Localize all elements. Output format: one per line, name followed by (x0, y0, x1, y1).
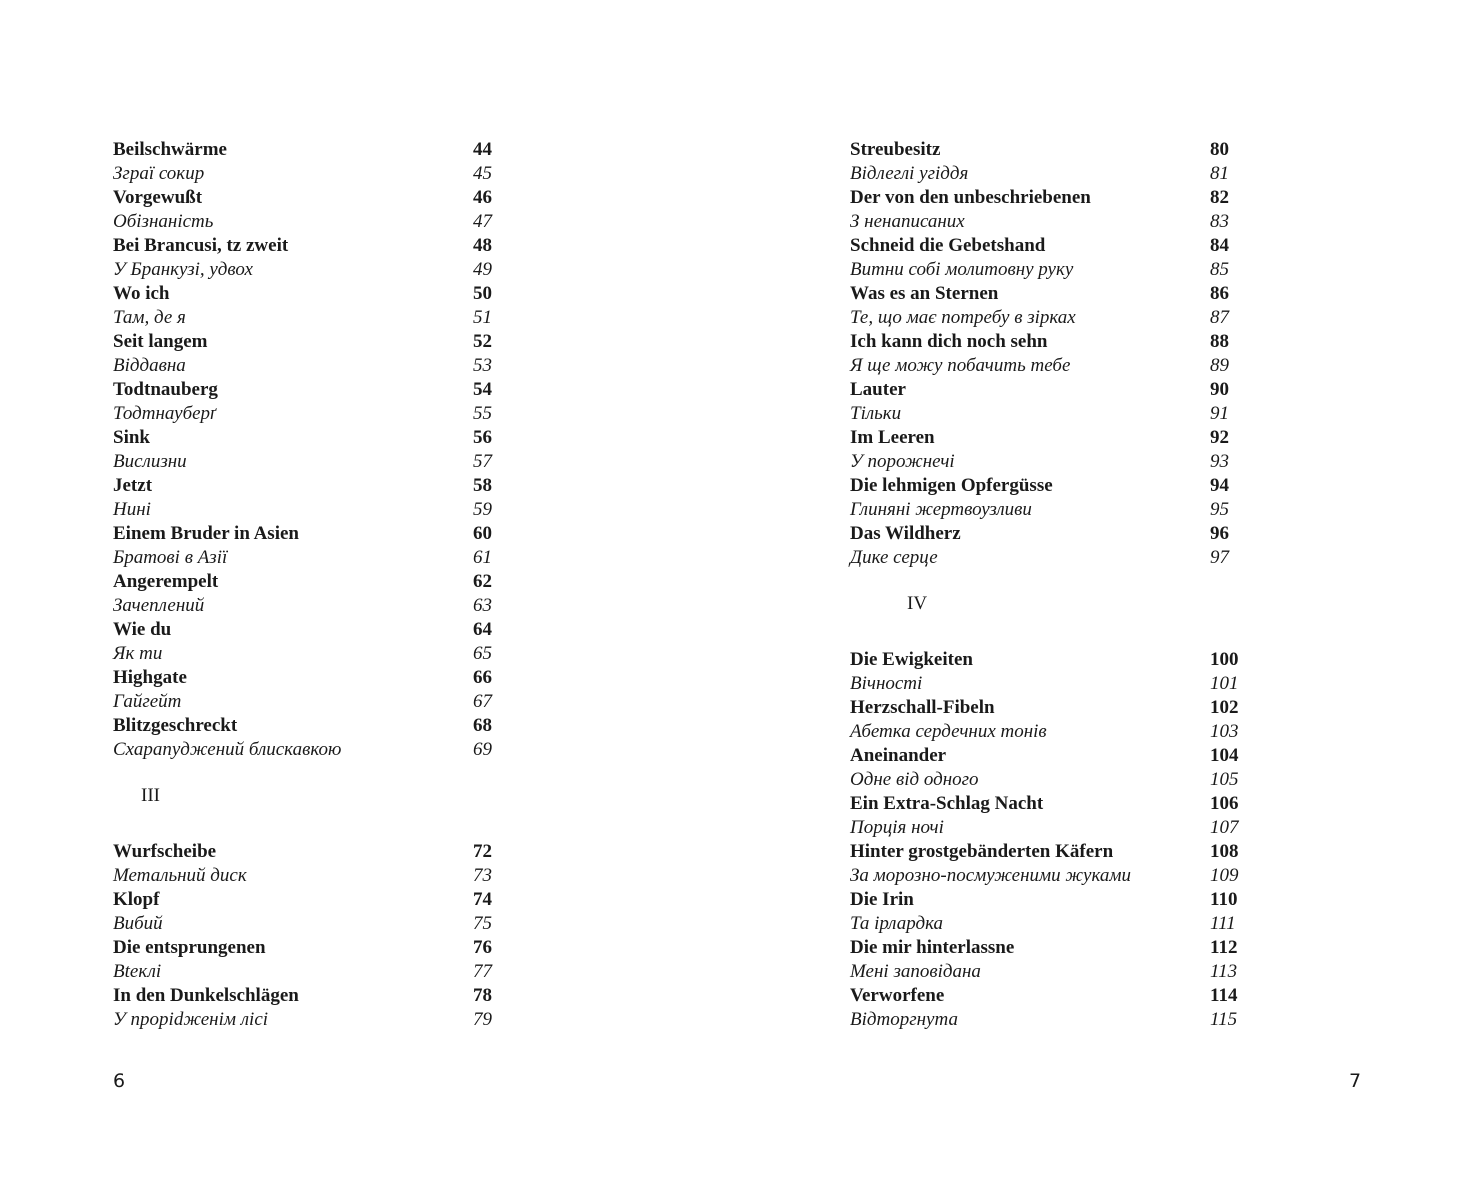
toc-entry-page: 48 (473, 235, 492, 256)
toc-entry-page: 88 (1210, 331, 1229, 352)
toc-entry-page: 67 (473, 691, 492, 712)
toc-entry-title: Зграї сокир (113, 163, 205, 184)
toc-entry (850, 138, 1250, 162)
toc-entry-page: 83 (1210, 211, 1229, 232)
toc-entry-page: 93 (1210, 451, 1229, 472)
toc-entry (113, 666, 513, 690)
toc-entry-page: 104 (1210, 745, 1239, 766)
toc-entry-title: Beilschwärme (113, 139, 227, 160)
toc-entry (850, 234, 1250, 258)
toc-entry-title: Одне від одного (850, 769, 979, 790)
toc-entry-title: Was es an Sternen (850, 283, 999, 304)
toc-entry-page: 46 (473, 187, 492, 208)
toc-entry (113, 960, 513, 984)
toc-entry-title: Vorgewußt (113, 187, 203, 208)
toc-entry-title: Ein Extra-Schlag Nacht (850, 793, 1044, 814)
toc-entry-title: Hinter grostgebänderten Käfern (850, 841, 1114, 862)
toc-entry-page: 100 (1210, 649, 1239, 670)
toc-entry-page: 84 (1210, 235, 1229, 256)
toc-entry-page: 114 (1210, 985, 1238, 1006)
toc-entry-title: Вислизни (113, 451, 187, 472)
toc-entry-page: 109 (1210, 865, 1239, 886)
page-number: 6 (113, 1070, 126, 1092)
toc-entry (850, 474, 1250, 498)
toc-entry-title: Нині (113, 499, 151, 520)
toc-entry (113, 138, 513, 162)
toc-entry (850, 936, 1250, 960)
toc-entry (850, 522, 1250, 546)
toc-entry-page: 66 (473, 667, 492, 688)
toc-entry (113, 618, 513, 642)
toc-entry-page: 59 (473, 499, 492, 520)
toc-entry-page: 73 (473, 865, 492, 886)
toc-entry (850, 330, 1250, 354)
toc-entry-page: 62 (473, 571, 492, 592)
toc-entry-page: 75 (473, 913, 492, 934)
toc-entry (850, 162, 1250, 186)
toc-entry (850, 354, 1250, 378)
toc-block (113, 840, 513, 1032)
toc-entry-title: Гайгейт (113, 691, 182, 712)
toc-entry-page: 90 (1210, 379, 1229, 400)
toc-entry (113, 714, 513, 738)
toc-entry (113, 162, 513, 186)
toc-entry-title: Братові в Азії (113, 547, 228, 568)
toc-entry-page: 72 (473, 841, 492, 862)
toc-entry (113, 450, 513, 474)
toc-entry-page: 56 (473, 427, 492, 448)
toc-entry-page: 82 (1210, 187, 1229, 208)
toc-entry (113, 570, 513, 594)
toc-entry-page: 110 (1210, 889, 1238, 910)
toc-entry (850, 210, 1250, 234)
toc-entry (113, 258, 513, 282)
toc-entry-title: Мені заповідана (850, 961, 981, 982)
toc-entry (850, 744, 1250, 768)
toc-entry-page: 64 (473, 619, 492, 640)
toc-entry-page: 111 (1210, 913, 1236, 934)
toc-entry (113, 330, 513, 354)
toc-entry-title: Sink (113, 427, 150, 448)
toc-entry-title: Lauter (850, 379, 906, 400)
toc-block (113, 138, 513, 762)
toc-entry (850, 402, 1250, 426)
toc-entry-page: 81 (1210, 163, 1229, 184)
toc-entry-title: Дике серце (850, 547, 938, 568)
toc-entry-page: 57 (473, 451, 492, 472)
toc-entry-title: Blitzgeschreckt (113, 715, 238, 736)
section-heading: IV (907, 593, 928, 614)
toc-entry-title: Витни собі молитовну руку (850, 259, 1074, 280)
toc-entry-title: Schneid die Gebetshand (850, 235, 1046, 256)
toc-entry (113, 306, 513, 330)
section-heading: III (141, 785, 160, 806)
toc-entry-title: Я ще можу побачить тебе (850, 355, 1071, 376)
toc-entry-title: Klopf (113, 889, 160, 910)
toc-entry (850, 984, 1250, 1008)
toc-entry-page: 115 (1210, 1009, 1238, 1030)
toc-entry-title: Verworfene (850, 985, 945, 1006)
toc-entry (850, 840, 1250, 864)
toc-entry-title: Die Ewigkeiten (850, 649, 973, 670)
toc-entry-title: Wurfscheibe (113, 841, 217, 862)
toc-entry-page: 50 (473, 283, 492, 304)
toc-entry-title: З ненаписаних (850, 211, 965, 232)
toc-entry (113, 888, 513, 912)
toc-entry-title: Абетка сердечних тонів (850, 721, 1047, 742)
toc-entry-title: Схарапуджений блискавкою (113, 739, 342, 760)
toc-entry-page: 79 (473, 1009, 492, 1030)
toc-entry-page: 89 (1210, 355, 1229, 376)
toc-entry-title: Та ірлардка (850, 913, 943, 934)
toc-entry-title: Highgate (113, 667, 187, 688)
toc-entry-page: 97 (1210, 547, 1229, 568)
toc-entry (850, 306, 1250, 330)
toc-entry (113, 186, 513, 210)
toc-entry-title: Bei Brancusi, tz zweit (113, 235, 289, 256)
toc-entry-page: 45 (473, 163, 492, 184)
toc-entry-page: 65 (473, 643, 492, 664)
toc-entry (850, 426, 1250, 450)
toc-entry (850, 672, 1250, 696)
toc-entry-title: Відлеглі угіддя (850, 163, 969, 184)
toc-entry (850, 768, 1250, 792)
toc-entry-title: Wo ich (113, 283, 170, 304)
toc-entry (113, 354, 513, 378)
toc-entry (850, 498, 1250, 522)
toc-entry-page: 102 (1210, 697, 1239, 718)
toc-entry-title: Ich kann dich noch sehn (850, 331, 1048, 352)
toc-entry (113, 1008, 513, 1032)
toc-block (850, 648, 1250, 1032)
toc-entry (850, 648, 1250, 672)
toc-entry (113, 840, 513, 864)
toc-entry-title: Там, де я (113, 307, 186, 328)
toc-entry (850, 696, 1250, 720)
toc-entry-title: У порожнечі (850, 451, 955, 472)
toc-entry (113, 474, 513, 498)
toc-entry-page: 55 (473, 403, 492, 424)
toc-entry-title: Angerempelt (113, 571, 219, 592)
toc-entry-page: 78 (473, 985, 492, 1006)
toc-entry-title: Порція ночі (850, 817, 944, 838)
toc-entry (850, 450, 1250, 474)
toc-entry-page: 77 (473, 961, 492, 982)
toc-entry-page: 44 (473, 139, 492, 160)
toc-entry-page: 49 (473, 259, 492, 280)
toc-entry-title: Das Wildherz (850, 523, 961, 544)
toc-entry (850, 378, 1250, 402)
toc-entry (850, 912, 1250, 936)
toc-entry-page: 54 (473, 379, 492, 400)
toc-entry-page: 96 (1210, 523, 1229, 544)
toc-entry-page: 53 (473, 355, 492, 376)
right-page (850, 138, 1250, 1032)
toc-entry-page: 95 (1210, 499, 1229, 520)
toc-entry-page: 58 (473, 475, 492, 496)
toc-entry-page: 61 (473, 547, 492, 568)
toc-entry (113, 984, 513, 1008)
toc-entry-page: 63 (473, 595, 492, 616)
toc-entry-page: 107 (1210, 817, 1239, 838)
toc-entry-title: Тодтнауберґ (113, 403, 217, 424)
toc-entry (113, 498, 513, 522)
toc-entry-title: Глиняні жертвоузливи (850, 499, 1032, 520)
toc-entry-page: 60 (473, 523, 492, 544)
toc-entry-title: Вteклі (113, 961, 162, 982)
toc-entry-title: Обізнаність (113, 211, 214, 232)
toc-entry-title: Die Irin (850, 889, 914, 910)
toc-entry (850, 864, 1250, 888)
toc-entry (113, 210, 513, 234)
toc-entry (113, 546, 513, 570)
toc-entry-page: 91 (1210, 403, 1229, 424)
toc-entry-title: Einem Bruder in Asien (113, 523, 299, 544)
toc-entry (113, 522, 513, 546)
toc-entry (113, 234, 513, 258)
toc-entry-title: Вічності (850, 673, 923, 694)
toc-entry-title: Зачеплений (113, 595, 205, 616)
toc-entry (850, 1008, 1250, 1032)
toc-entry (850, 720, 1250, 744)
toc-entry-title: Вибий (113, 913, 163, 934)
toc-entry-page: 52 (473, 331, 492, 352)
toc-entry-title: Im Leeren (850, 427, 935, 448)
toc-entry-title: Те, що має потребу в зірках (850, 307, 1076, 328)
toc-entry (850, 186, 1250, 210)
page-number: 7 (1349, 1070, 1362, 1092)
toc-entry (113, 690, 513, 714)
toc-entry (850, 888, 1250, 912)
toc-entry-title: Streubesitz (850, 139, 941, 160)
toc-entry-title: Метальний диск (113, 865, 247, 886)
toc-entry (850, 816, 1250, 840)
toc-entry (113, 402, 513, 426)
toc-entry-page: 86 (1210, 283, 1229, 304)
toc-block (850, 138, 1250, 570)
toc-entry-title: Die mir hinterlassne (850, 937, 1015, 958)
toc-entry-title: У проріdженім лісі (113, 1009, 269, 1030)
toc-entry-page: 47 (473, 211, 492, 232)
toc-entry (113, 936, 513, 960)
toc-entry-title: Herzschall-Fibeln (850, 697, 995, 718)
toc-entry-page: 113 (1210, 961, 1238, 982)
toc-entry-page: 76 (473, 937, 492, 958)
toc-entry-title: Der von den unbeschriebenen (850, 187, 1091, 208)
toc-entry-title: Seit langem (113, 331, 208, 352)
toc-entry (850, 960, 1250, 984)
toc-entry-page: 94 (1210, 475, 1229, 496)
toc-entry-page: 68 (473, 715, 492, 736)
toc-entry-title: Віддавна (113, 355, 186, 376)
toc-entry-title: Aneinander (850, 745, 947, 766)
toc-entry-page: 105 (1210, 769, 1239, 790)
toc-entry-page: 112 (1210, 937, 1238, 958)
toc-entry (113, 378, 513, 402)
left-page (113, 138, 513, 1032)
toc-entry-title: In den Dunkelschlägen (113, 985, 299, 1006)
toc-entry (850, 546, 1250, 570)
toc-entry-page: 74 (473, 889, 492, 910)
toc-entry (113, 594, 513, 618)
toc-entry-title: Відторгнута (850, 1009, 958, 1030)
toc-entry-title: Wie du (113, 619, 172, 640)
toc-entry (113, 912, 513, 936)
toc-entry (850, 282, 1250, 306)
toc-entry-page: 101 (1210, 673, 1239, 694)
toc-entry-page: 85 (1210, 259, 1229, 280)
toc-entry (113, 864, 513, 888)
toc-entry-title: Тільки (850, 403, 902, 424)
toc-entry-title: Todtnauberg (113, 379, 218, 400)
toc-entry-page: 80 (1210, 139, 1229, 160)
toc-entry (850, 258, 1250, 282)
toc-entry-title: Die lehmigen Opfergüsse (850, 475, 1053, 496)
toc-entry-page: 51 (473, 307, 492, 328)
toc-entry-title: У Бранкузі, удвох (113, 259, 253, 280)
toc-entry (850, 792, 1250, 816)
toc-entry-title: Jetzt (113, 475, 153, 496)
toc-entry-page: 106 (1210, 793, 1239, 814)
toc-entry-title: Die entsprungenen (113, 937, 266, 958)
toc-entry (113, 282, 513, 306)
toc-entry (113, 738, 513, 762)
toc-entry (113, 426, 513, 450)
toc-entry (113, 642, 513, 666)
toc-entry-title: За морозно-посмуженими жуками (850, 865, 1132, 886)
toc-entry-page: 69 (473, 739, 492, 760)
toc-entry-page: 103 (1210, 721, 1239, 742)
toc-entry-page: 92 (1210, 427, 1229, 448)
toc-entry-title: Як ти (113, 643, 163, 664)
toc-entry-page: 87 (1210, 307, 1229, 328)
toc-entry-page: 108 (1210, 841, 1239, 862)
